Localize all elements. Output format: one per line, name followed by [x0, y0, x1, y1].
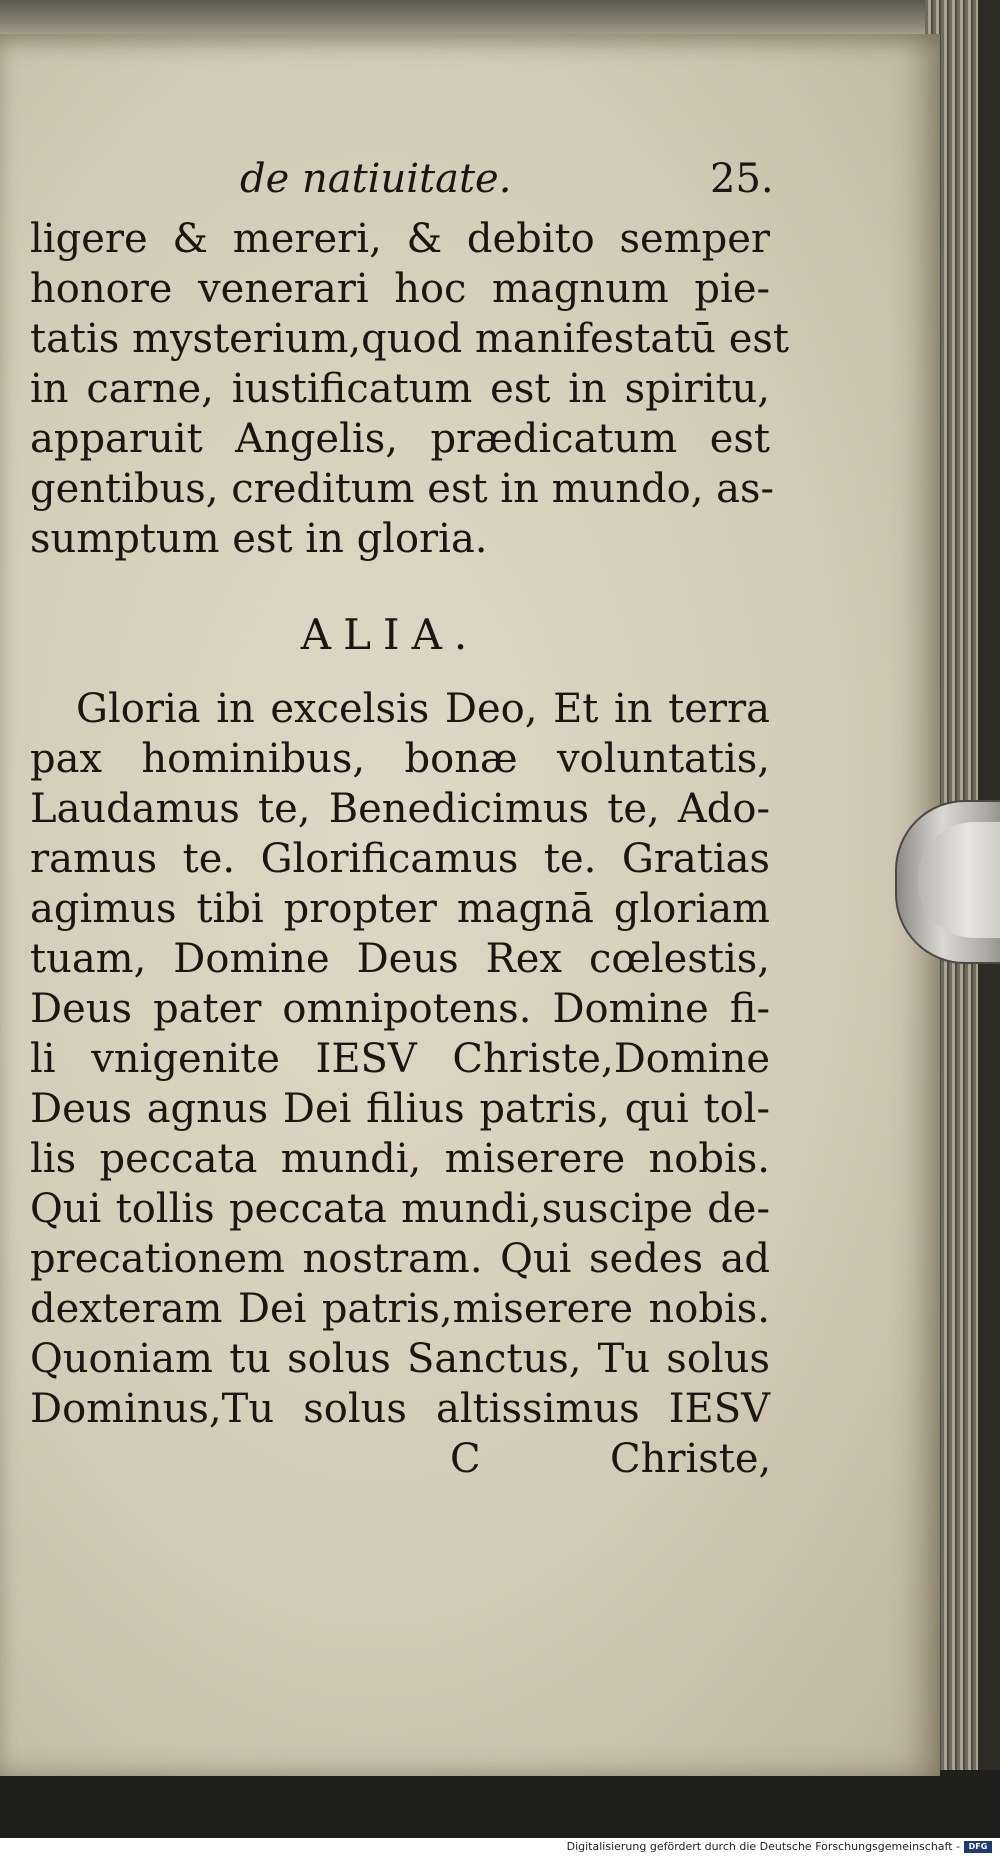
text-line: gentibus, creditum est in mundo, as-: [30, 466, 775, 512]
footer-credit: Digitalisierung gefördert durch die Deutsche Forschungsgemeinschaft -: [566, 1840, 960, 1853]
page-text-block: [30, 150, 790, 1484]
text-line: ligere & mereri, & debito semper: [30, 216, 770, 262]
catchword-line: [30, 1434, 770, 1484]
text-line: apparuit Angelis, prædicatum est: [30, 416, 770, 462]
text-line: pax hominibus, bonæ voluntatis,: [30, 736, 770, 782]
text-line: dexteram Dei patris,miserere nobis.: [30, 1286, 770, 1332]
text-line: sumptum est in gloria.: [30, 516, 488, 562]
page-header: [30, 150, 774, 214]
text-line: Qui tollis peccata mundi,suscipe de-: [30, 1186, 770, 1232]
running-head: de natiuitate.: [240, 156, 512, 202]
text-line: tuam, Domine Deus Rex cœlestis,: [30, 936, 770, 982]
text-line: li vnigenite IESV Christe,Domine: [30, 1036, 770, 1082]
text-line: Quoniam tu solus Sanctus, Tu solus: [30, 1336, 770, 1382]
text-line: ramus te. Glorificamus te. Gratias: [30, 836, 770, 882]
text-line: agimus tibi propter magnā gloriam: [30, 886, 770, 932]
text-line: tatis mysterium,quod manifestatū est: [30, 316, 790, 362]
text-line: in carne, iustificatum est in spiritu,: [30, 366, 770, 412]
text-line: honore venerari hoc magnum pie-: [30, 266, 770, 312]
catchword: Christe,: [610, 1436, 772, 1482]
text-line: Laudamus te, Benedicimus te, Ado-: [30, 786, 770, 832]
text-line: precationem nostram. Qui sedes ad: [30, 1236, 770, 1282]
text-line: Gloria in excelsis Deo, Et in terra: [76, 686, 770, 732]
section-heading: ALIA.: [300, 610, 480, 659]
book-bottom-edge: [0, 1770, 1000, 1840]
text-line: lis peccata mundi, miserere nobis.: [30, 1136, 770, 1182]
signature-mark: C: [450, 1436, 481, 1482]
text-line: Dominus,Tu solus altissimus IESV: [30, 1386, 770, 1432]
text-line: Deus agnus Dei filius patris, qui tol-: [30, 1086, 770, 1132]
dfg-logo: DFG: [964, 1841, 992, 1853]
digitization-footer: [0, 1838, 1000, 1856]
text-line: Deus pater omnipotens. Domine fi-: [30, 986, 770, 1032]
page-number: 25.: [710, 156, 774, 202]
